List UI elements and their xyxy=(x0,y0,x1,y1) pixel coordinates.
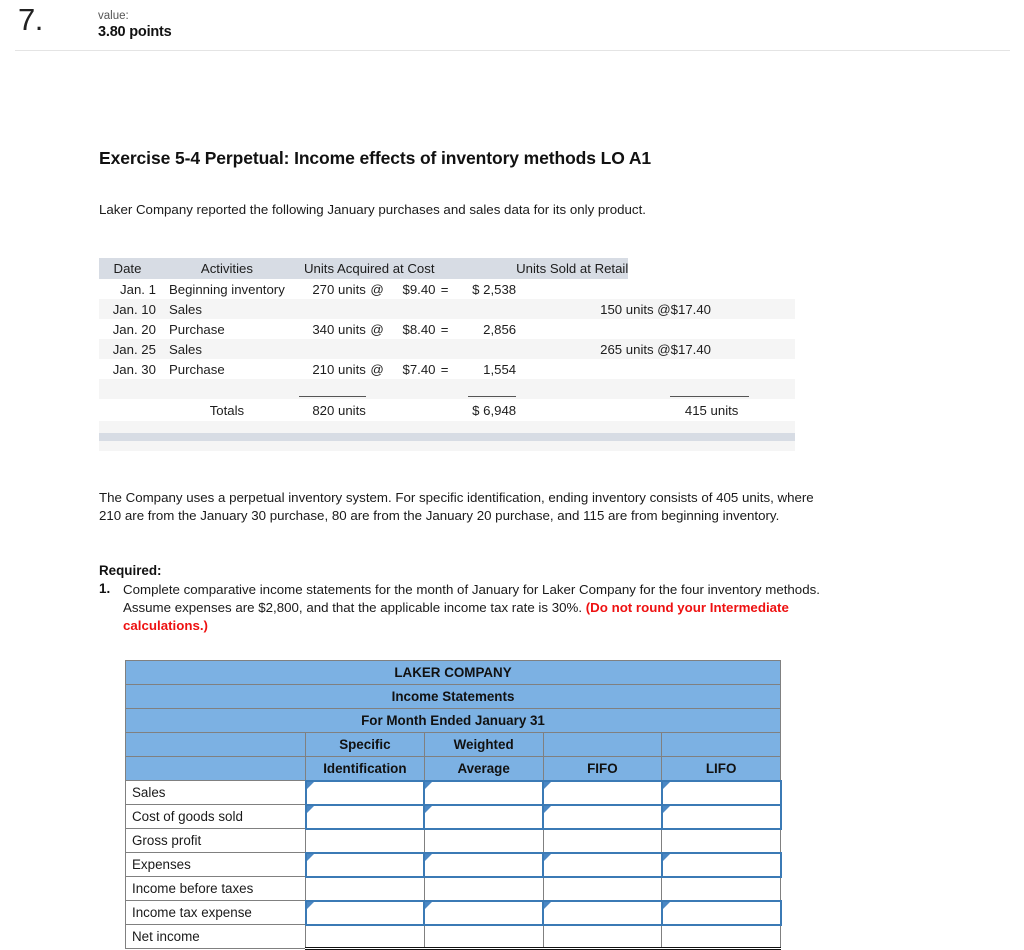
purchases-sales-table xyxy=(99,258,795,451)
cell-marker-icon xyxy=(425,782,432,789)
row-label-gross-profit: Gross profit xyxy=(126,829,306,853)
input-expenses-lifo[interactable] xyxy=(662,853,781,877)
form-column-header-top xyxy=(126,733,781,757)
value-income-before-taxes-specific-identification xyxy=(306,877,425,901)
cell-at-symbol: @ xyxy=(370,361,384,377)
form-company-name: LAKER COMPANY xyxy=(126,661,781,685)
input-expenses-fifo[interactable] xyxy=(543,853,662,877)
page-title: Exercise 5-4 Perpetual: Income effects of inventory methods LO A1 xyxy=(99,148,652,168)
input-income-tax-specific-identification[interactable] xyxy=(306,901,425,925)
cell-activity: Sales xyxy=(168,301,202,317)
cell-date: Jan. 30 xyxy=(112,361,156,377)
table-footer-band xyxy=(99,433,795,441)
header-divider xyxy=(15,50,1010,51)
col-header-specific-top: Specific xyxy=(306,733,425,757)
input-cogs-weighted-average[interactable] xyxy=(424,805,543,829)
cell-date: Jan. 1 xyxy=(120,281,156,297)
cell-units-sold: 265 units @$17.40 xyxy=(600,341,712,357)
value-net-income-fifo xyxy=(543,925,662,949)
col-header-fifo-top xyxy=(543,733,662,757)
totals-units: 820 units xyxy=(312,402,366,418)
income-statement-form xyxy=(125,660,780,950)
cell-amount xyxy=(454,339,517,359)
cell-price: $9.40 xyxy=(402,281,436,297)
row-label-net-income: Net income xyxy=(126,925,306,949)
cell-marker-icon xyxy=(544,902,551,909)
row-label-income-before-taxes: Income before taxes xyxy=(126,877,306,901)
col-header-units-acquired: Units Acquired at Cost xyxy=(304,261,435,276)
cell-amount: $ 2,538 xyxy=(472,281,517,297)
cell-units-sold xyxy=(516,359,795,379)
cell-price xyxy=(388,299,435,319)
cell-price: $7.40 xyxy=(402,361,436,377)
cell-equals: = xyxy=(440,281,449,297)
table-header-row xyxy=(99,258,795,279)
value-label: value: xyxy=(98,10,129,22)
input-sales-weighted-average[interactable] xyxy=(424,781,543,805)
cell-units: 270 units xyxy=(312,281,366,297)
cell-activity: Purchase xyxy=(168,361,225,377)
cell-marker-icon xyxy=(425,806,432,813)
form-statement-name: Income Statements xyxy=(126,685,781,709)
value-gross-profit-weighted-average xyxy=(424,829,543,853)
value-gross-profit-fifo xyxy=(543,829,662,853)
form-title-row-3 xyxy=(126,709,781,733)
value-net-income-specific-identification xyxy=(306,925,425,949)
cell-price xyxy=(388,339,435,359)
cell-marker-icon xyxy=(307,782,314,789)
totals-amount: $ 6,948 xyxy=(472,402,517,418)
cell-marker-icon xyxy=(425,902,432,909)
table-row xyxy=(99,339,795,359)
col-header-weighted-top: Weighted xyxy=(424,733,543,757)
points-value: 3.80 points xyxy=(98,24,172,40)
cell-units-sold xyxy=(516,319,795,339)
form-row-net-income xyxy=(126,925,781,949)
cell-date: Jan. 20 xyxy=(112,321,156,337)
form-title-row-1 xyxy=(126,661,781,685)
input-expenses-specific-identification[interactable] xyxy=(306,853,425,877)
table-row xyxy=(99,279,795,299)
cell-amount: 1,554 xyxy=(483,361,517,377)
cell-marker-icon xyxy=(307,902,314,909)
col-header-lifo: LIFO xyxy=(662,757,781,781)
row-label-cost-of-goods-sold: Cost of goods sold xyxy=(126,805,306,829)
value-gross-profit-lifo xyxy=(662,829,781,853)
question-header xyxy=(0,0,1024,50)
intro-text: Laker Company reported the following January purchases and sales data for its only product. xyxy=(99,202,646,217)
rule-sold xyxy=(628,379,795,399)
cell-at-symbol: @ xyxy=(370,281,384,297)
table-row xyxy=(99,319,795,339)
cell-marker-icon xyxy=(307,806,314,813)
totals-label: Totals xyxy=(209,402,245,418)
cell-marker-icon xyxy=(663,902,670,909)
input-income-tax-fifo[interactable] xyxy=(543,901,662,925)
input-expenses-weighted-average[interactable] xyxy=(424,853,543,877)
cell-at-symbol xyxy=(366,299,388,319)
col-header-activities: Activities xyxy=(200,261,253,276)
col-header-lifo-top xyxy=(662,733,781,757)
question-value-block xyxy=(98,10,172,41)
value-net-income-weighted-average xyxy=(424,925,543,949)
row-label-sales: Sales xyxy=(126,781,306,805)
form-row-income-before-taxes xyxy=(126,877,781,901)
table-body xyxy=(99,279,795,451)
cell-date: Jan. 25 xyxy=(112,341,156,357)
input-cogs-fifo[interactable] xyxy=(543,805,662,829)
cell-units-sold: 150 units @$17.40 xyxy=(600,301,712,317)
cell-at-symbol xyxy=(366,339,388,359)
col-header-weighted-average: Average xyxy=(424,757,543,781)
form-row-income-tax-expense xyxy=(126,901,781,925)
row-label-expenses: Expenses xyxy=(126,853,306,877)
input-sales-specific-identification[interactable] xyxy=(306,781,425,805)
input-cogs-lifo[interactable] xyxy=(662,805,781,829)
col-header-spacer xyxy=(454,258,517,279)
totals-sold: 415 units xyxy=(684,402,739,418)
income-statement-table xyxy=(125,660,782,950)
col-header-date: Date xyxy=(113,261,142,276)
cell-equals xyxy=(436,299,454,319)
cell-marker-icon xyxy=(663,806,670,813)
cell-activity: Purchase xyxy=(168,321,225,337)
value-gross-profit-specific-identification xyxy=(306,829,425,853)
cell-amount: 2,856 xyxy=(483,321,517,337)
cell-equals: = xyxy=(440,321,449,337)
required-text-black: Complete comparative income statements for the month of January for Laker Company for the four inventory methods. Assume expenses are $2,800, and that the applicable income tax rate is 30%. xyxy=(123,582,820,615)
cell-units-sold xyxy=(516,279,795,299)
rule-units xyxy=(285,379,366,399)
cell-price: $8.40 xyxy=(402,321,436,337)
cell-marker-icon xyxy=(307,854,314,861)
table-row xyxy=(99,299,795,319)
cell-equals: = xyxy=(440,361,449,377)
cell-marker-icon xyxy=(663,854,670,861)
cell-marker-icon xyxy=(663,782,670,789)
value-income-before-taxes-fifo xyxy=(543,877,662,901)
totals-row xyxy=(99,399,795,421)
input-sales-lifo[interactable] xyxy=(662,781,781,805)
input-income-tax-weighted-average[interactable] xyxy=(424,901,543,925)
cell-marker-icon xyxy=(544,854,551,861)
col-header-units-sold: Units Sold at Retail xyxy=(516,261,629,276)
question-number: 7. xyxy=(18,2,43,37)
value-net-income-lifo xyxy=(662,925,781,949)
col-header-blank-2 xyxy=(126,757,306,781)
form-row-expenses xyxy=(126,853,781,877)
required-heading: Required: xyxy=(99,563,162,578)
input-cogs-specific-identification[interactable] xyxy=(306,805,425,829)
form-row-gross-profit xyxy=(126,829,781,853)
form-column-header-bottom xyxy=(126,757,781,781)
cell-units xyxy=(285,299,366,319)
form-title-row-2 xyxy=(126,685,781,709)
cell-marker-icon xyxy=(544,782,551,789)
row-label-income-tax-expense: Income tax expense xyxy=(126,901,306,925)
cell-units xyxy=(285,339,366,359)
cell-at-symbol: @ xyxy=(370,321,384,337)
cell-activity: Beginning inventory xyxy=(168,281,285,297)
form-row-cost-of-goods-sold xyxy=(126,805,781,829)
cell-units: 340 units xyxy=(312,321,366,337)
required-item-text xyxy=(123,581,837,634)
required-item-number: 1. xyxy=(99,581,111,596)
col-header-specific-identification: Identification xyxy=(306,757,425,781)
subtotal-rule-row xyxy=(99,379,795,399)
rule-amount xyxy=(454,379,517,399)
cell-activity: Sales xyxy=(168,341,202,357)
cell-date: Jan. 10 xyxy=(112,301,156,317)
cell-units: 210 units xyxy=(312,361,366,377)
table-row xyxy=(99,359,795,379)
cell-marker-icon xyxy=(544,806,551,813)
description-paragraph: The Company uses a perpetual inventory system. For specific identification, ending inventory consists of 405 units, where 210 are from the January 30 purchase, 80 are from the January 20 purchase, and 115 are from beginning inventory. xyxy=(99,490,814,523)
required-text-red: (Do not round your Intermediate calculations.) xyxy=(123,599,789,633)
form-row-sales xyxy=(126,781,781,805)
input-income-tax-lifo[interactable] xyxy=(662,901,781,925)
form-period: For Month Ended January 31 xyxy=(126,709,781,733)
cell-amount xyxy=(454,299,517,319)
value-income-before-taxes-weighted-average xyxy=(424,877,543,901)
cell-equals xyxy=(436,339,454,359)
table-spacer-row xyxy=(99,441,795,451)
value-income-before-taxes-lifo xyxy=(662,877,781,901)
cell-marker-icon xyxy=(425,854,432,861)
input-sales-fifo[interactable] xyxy=(543,781,662,805)
col-header-blank xyxy=(126,733,306,757)
col-header-fifo: FIFO xyxy=(543,757,662,781)
